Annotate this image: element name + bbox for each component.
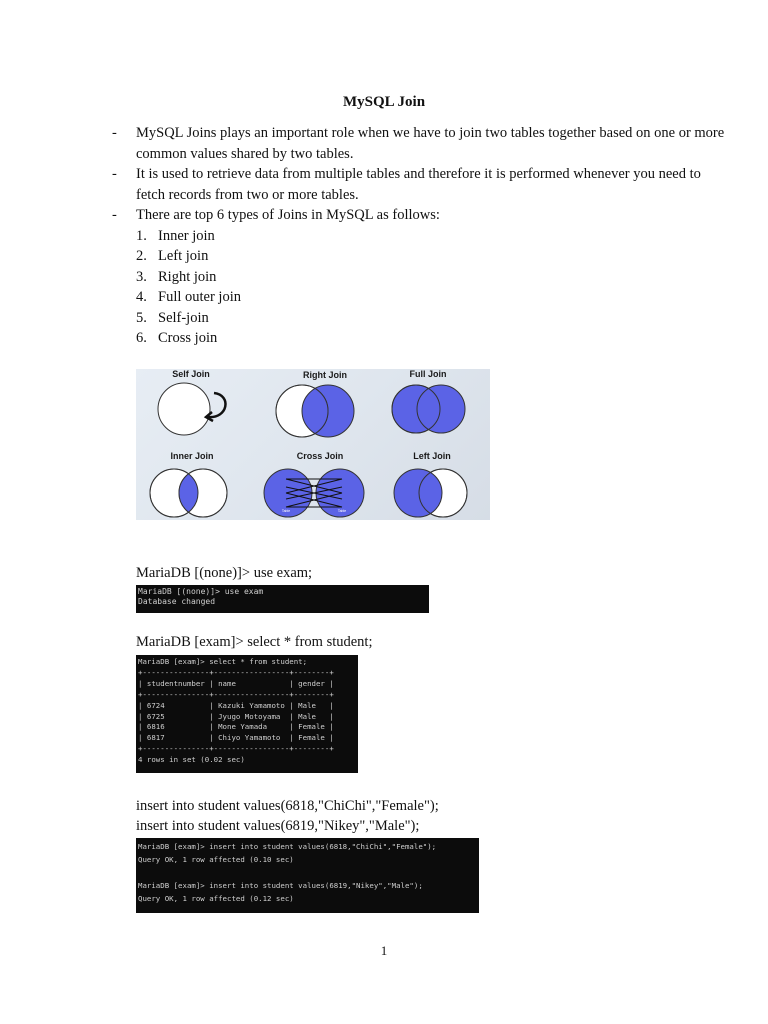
terminal-line: +---------------+-----------------+--------+ <box>138 689 334 699</box>
inner-join-venn <box>150 469 227 517</box>
item-number: 5. <box>136 309 147 326</box>
terminal-line: MariaDB [exam]> select * from student; <box>138 657 308 666</box>
self-join-label: Self Join <box>172 369 210 379</box>
full-join-venn <box>392 385 465 433</box>
terminal-line: +---------------+-----------------+--------+ <box>138 744 334 754</box>
terminal-line: Query OK, 1 row affected (0.12 sec) <box>138 894 294 903</box>
bullet-item <box>112 164 732 205</box>
terminal-line: | 6817 | Chiyo Yamamoto | Female | <box>138 733 334 743</box>
item-label: Inner join <box>158 227 215 244</box>
item-label: Cross join <box>158 330 218 346</box>
cross-table-tag: Table <box>337 509 347 513</box>
cross-join-venn <box>264 469 364 517</box>
terminal-line: | 6816 | Mone Yamada | Female | <box>138 722 334 732</box>
join-type-item <box>136 246 732 267</box>
terminal-line: | studentnumber | name | gender | <box>138 678 334 688</box>
page-title: MySQL Join <box>342 94 426 110</box>
left-join-label: Left Join <box>413 451 451 461</box>
bullet-list <box>112 123 732 349</box>
join-type-item <box>136 308 732 329</box>
item-label: Left join <box>158 248 209 264</box>
terminal-line: | 6725 | Jyugo Motoyama | Male | <box>138 711 334 721</box>
bullet-dash: - <box>112 125 117 141</box>
terminal-line: | 6724 | Kazuki Yamamoto | Male | <box>138 700 334 710</box>
join-type-item <box>136 328 732 349</box>
bullet-dash: - <box>112 207 117 223</box>
command-insert-1: insert into student values(6818,"ChiChi","Female"); <box>136 798 439 814</box>
terminal-line: Query OK, 1 row affected (0.10 sec) <box>138 855 294 864</box>
item-label: Full outer join <box>158 289 241 305</box>
join-type-item <box>136 287 732 308</box>
item-label: Right join <box>158 268 217 285</box>
join-type-item <box>136 226 732 247</box>
cross-join-label: Cross Join <box>296 451 344 461</box>
self-join-venn <box>158 383 225 435</box>
bullet-text: It is used to retrieve data from multiple tables and therefore it is performed whenever you need to fetch records from two or more tables. <box>136 166 701 203</box>
terminal-use-exam <box>136 585 429 613</box>
item-number: 1. <box>136 227 147 244</box>
terminal-line: 4 rows in set (0.02 sec) <box>138 755 245 765</box>
right-join-label: Right Join <box>303 370 347 380</box>
bullet-item <box>112 205 732 349</box>
command-use-exam: MariaDB [(none)]> use exam; <box>136 565 313 581</box>
full-join-label: Full Join <box>409 369 447 379</box>
item-number: 6. <box>136 330 147 346</box>
bullet-text: There are top 6 types of Joins in MySQL as follows: <box>136 207 440 223</box>
right-join-venn <box>276 385 354 437</box>
join-type-list <box>136 226 732 349</box>
terminal-line: Database changed <box>138 597 216 607</box>
terminal-insert <box>136 838 479 913</box>
page-number: 1 <box>380 943 388 958</box>
item-number: 2. <box>136 248 147 264</box>
terminal-line <box>138 866 477 879</box>
terminal-line: MariaDB [(none)]> use exam <box>138 587 264 596</box>
bullet-text: MySQL Joins plays an important role when we have to join two tables together based on one or more common values shared by two tables. <box>136 125 725 162</box>
terminal-line: MariaDB [exam]> insert into student values(6819,"Nikey","Male"); <box>138 881 423 890</box>
terminal-line: MariaDB [exam]> insert into student values(6818,"ChiChi","Female"); <box>138 842 437 851</box>
terminal-select <box>136 655 358 773</box>
item-label: Self-join <box>158 309 209 326</box>
bullet-dash: - <box>112 166 117 182</box>
join-diagram <box>136 369 490 520</box>
join-type-item <box>136 267 732 288</box>
command-insert-2: insert into student values(6819,"Nikey","Male"); <box>136 818 420 834</box>
inner-join-label: Inner Join <box>170 451 214 461</box>
terminal-line: +---------------+-----------------+--------+ <box>138 667 334 677</box>
bullet-item <box>112 123 732 164</box>
command-select: MariaDB [exam]> select * from student; <box>136 634 373 650</box>
left-join-venn <box>394 469 467 517</box>
item-number: 3. <box>136 268 147 285</box>
item-number: 4. <box>136 289 147 305</box>
cross-table-tag: Table <box>281 509 291 513</box>
